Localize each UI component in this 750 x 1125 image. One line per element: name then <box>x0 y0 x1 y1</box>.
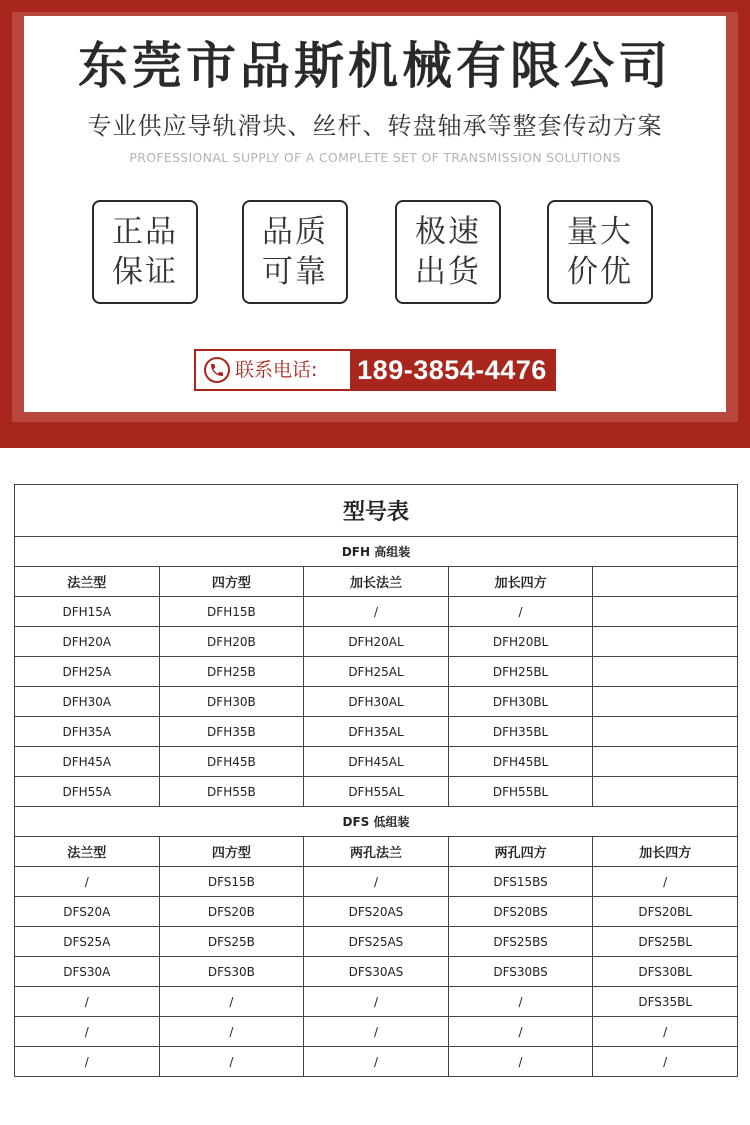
column-header-row <box>15 837 738 867</box>
table-cell: DFS30BL <box>593 957 738 987</box>
table-cell: DFH35AL <box>304 717 449 747</box>
badge-line: 品质 <box>262 214 328 250</box>
badge-line: 量大 <box>567 214 633 250</box>
table-cell: DFH45B <box>159 747 304 777</box>
table-cell <box>593 747 738 777</box>
table-title: 型号表 <box>15 485 738 537</box>
table-row <box>15 747 738 777</box>
table-cell: DFH20B <box>159 627 304 657</box>
table-row <box>15 687 738 717</box>
column-header <box>593 567 738 597</box>
table-cell: / <box>304 987 449 1017</box>
table-cell: DFH20A <box>15 627 160 657</box>
table-cell: DFS25B <box>159 927 304 957</box>
table-cell: DFH35A <box>15 717 160 747</box>
table-cell: DFH25A <box>15 657 160 687</box>
phone-label: 联系电话: <box>235 359 318 381</box>
column-header: 加长四方 <box>593 837 738 867</box>
banner <box>0 0 750 448</box>
table-cell: DFH20AL <box>304 627 449 657</box>
phone-contact[interactable] <box>194 349 556 391</box>
badge-line: 价优 <box>567 254 633 290</box>
table-cell: DFS20B <box>159 897 304 927</box>
table-cell: / <box>593 1017 738 1047</box>
table-cell: / <box>593 867 738 897</box>
table-cell: DFS25BL <box>593 927 738 957</box>
table-cell <box>593 627 738 657</box>
badge-line: 可靠 <box>262 254 328 290</box>
table-cell: / <box>304 1047 449 1077</box>
column-header: 两孔法兰 <box>304 837 449 867</box>
table-cell: DFS30BS <box>448 957 593 987</box>
badge-genuine <box>92 200 198 304</box>
table-cell: DFH45AL <box>304 747 449 777</box>
table-cell <box>593 717 738 747</box>
table-cell <box>593 777 738 807</box>
badge-line: 出货 <box>415 254 481 290</box>
table-cell: DFS25AS <box>304 927 449 957</box>
table-cell: / <box>159 987 304 1017</box>
table-cell: DFH55AL <box>304 777 449 807</box>
table-title-row <box>15 485 738 537</box>
table-cell: DFS15BS <box>448 867 593 897</box>
table-cell: / <box>304 1017 449 1047</box>
table-row <box>15 597 738 627</box>
table-row <box>15 897 738 927</box>
badge-fast-delivery <box>395 200 501 304</box>
table-row <box>15 867 738 897</box>
table-cell: DFH30BL <box>448 687 593 717</box>
badge-line: 极速 <box>415 214 481 250</box>
table-cell: DFH30B <box>159 687 304 717</box>
table-cell: DFH30A <box>15 687 160 717</box>
table-row <box>15 1047 738 1077</box>
table-cell: / <box>448 1047 593 1077</box>
table-row <box>15 1017 738 1047</box>
table-cell: DFH55BL <box>448 777 593 807</box>
column-header: 加长法兰 <box>304 567 449 597</box>
table-cell: DFH25AL <box>304 657 449 687</box>
table-cell: / <box>448 1017 593 1047</box>
table-cell: DFH35B <box>159 717 304 747</box>
table-cell: / <box>15 1047 160 1077</box>
table-cell: DFH25BL <box>448 657 593 687</box>
table-cell: / <box>15 867 160 897</box>
table-cell: DFS35BL <box>593 987 738 1017</box>
table-cell: DFS30A <box>15 957 160 987</box>
badge-quality <box>242 200 348 304</box>
table-cell: / <box>304 597 449 627</box>
table-cell: / <box>159 1017 304 1047</box>
table-cell: / <box>15 987 160 1017</box>
table-cell: DFH15A <box>15 597 160 627</box>
model-table <box>14 484 738 1077</box>
table-cell: / <box>15 1017 160 1047</box>
badge-bulk-price <box>547 200 653 304</box>
phone-label-area <box>196 351 350 389</box>
table-cell: / <box>304 867 449 897</box>
column-header: 两孔四方 <box>448 837 593 867</box>
phone-icon <box>204 357 230 383</box>
table-row <box>15 717 738 747</box>
table-cell: / <box>159 1047 304 1077</box>
table-cell: DFS30AS <box>304 957 449 987</box>
table-cell: / <box>593 1047 738 1077</box>
column-header: 法兰型 <box>15 567 160 597</box>
table-row <box>15 777 738 807</box>
tagline-english: PROFESSIONAL SUPPLY OF A COMPLETE SET OF TRANSMISSION SOLUTIONS <box>129 150 621 165</box>
table-cell: DFS25BS <box>448 927 593 957</box>
table-cell: DFS20BS <box>448 897 593 927</box>
section-heading: DFS 低组装 <box>15 807 738 837</box>
table-cell: DFS20AS <box>304 897 449 927</box>
company-name: 东莞市品斯机械有限公司 <box>78 37 672 95</box>
table-cell: DFH55B <box>159 777 304 807</box>
column-header: 法兰型 <box>15 837 160 867</box>
table-cell <box>593 657 738 687</box>
column-header: 四方型 <box>159 837 304 867</box>
column-header: 四方型 <box>159 567 304 597</box>
table-cell: DFH20BL <box>448 627 593 657</box>
table-row <box>15 657 738 687</box>
table-cell: DFH35BL <box>448 717 593 747</box>
tagline: 专业供应导轨滑块、丝杆、转盘轴承等整套传动方案 <box>87 112 663 140</box>
table-row <box>15 987 738 1017</box>
column-header: 加长四方 <box>448 567 593 597</box>
table-cell <box>593 597 738 627</box>
table-cell: DFH45A <box>15 747 160 777</box>
column-header-row <box>15 567 738 597</box>
table-cell: / <box>448 987 593 1017</box>
table-cell <box>593 687 738 717</box>
table-row <box>15 927 738 957</box>
table-cell: DFH45BL <box>448 747 593 777</box>
table-cell: DFH25B <box>159 657 304 687</box>
badge-line: 正品 <box>112 214 178 250</box>
table-cell: DFS25A <box>15 927 160 957</box>
badge-line: 保证 <box>112 254 178 290</box>
table-cell: DFH30AL <box>304 687 449 717</box>
table-cell: DFH55A <box>15 777 160 807</box>
table-cell: / <box>448 597 593 627</box>
table-cell: DFH15B <box>159 597 304 627</box>
table-cell: DFS15B <box>159 867 304 897</box>
section-heading: DFH 高组装 <box>15 537 738 567</box>
table-row <box>15 627 738 657</box>
table-cell: DFS20A <box>15 897 160 927</box>
phone-number[interactable]: 189-3854-4476 <box>350 351 554 389</box>
table-cell: DFS30B <box>159 957 304 987</box>
section-heading-row <box>15 807 738 837</box>
section-heading-row <box>15 537 738 567</box>
table-cell: DFS20BL <box>593 897 738 927</box>
table-row <box>15 957 738 987</box>
